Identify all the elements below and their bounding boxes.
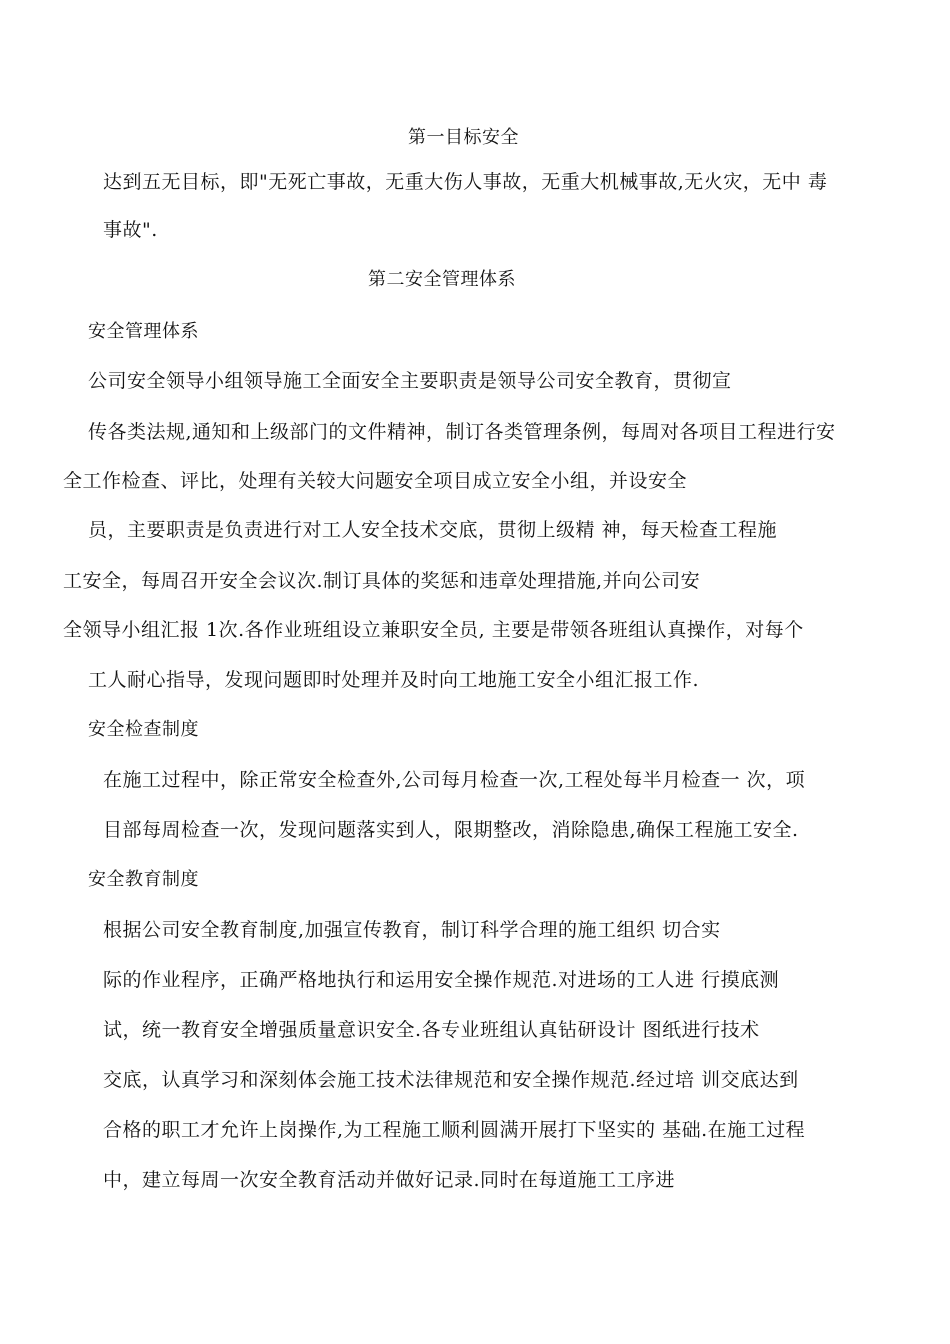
paragraph-line: 中，建立每周一次安全教育活动并做好记录.同时在每道施工工序进: [103, 1169, 676, 1191]
subheading-management-system: 安全管理体系: [88, 321, 199, 342]
paragraph-line: 全工作检查、评比，处理有关较大问题安全项目成立安全小组，并设安全: [63, 470, 688, 492]
paragraph-line: 在施工过程中，除正常安全检查外,公司每月检查一次,工程处每半月检查一 次，项: [103, 769, 806, 791]
paragraph-line: 员，主要职责是负责进行对工人安全技术交底，贯彻上级精 神，每天检查工程施: [88, 519, 778, 541]
section-heading-management: 第二安全管理体系: [368, 269, 516, 290]
subheading-inspection-system: 安全检查制度: [88, 719, 199, 740]
paragraph-line: 全领导小组汇报 1次.各作业班组设立兼职安全员, 主要是带领各班组认真操作，对每个: [63, 619, 804, 641]
paragraph-line: 公司安全领导小组领导施工全面安全主要职责是领导公司安全教育，贯彻宣: [88, 370, 732, 392]
paragraph-line: 达到五无目标，即"无死亡事故，无重大伤人事故，无重大机械事故,无火灾，无中 毒: [103, 171, 828, 193]
paragraph-line: 合格的职工才允许上岗操作,为工程施工顺利圆满开展打下坚实的 基础.在施工过程: [103, 1119, 806, 1141]
paragraph-line: 传各类法规,通知和上级部门的文件精神，制订各类管理条例，每周对各项目工程进行安: [88, 421, 836, 443]
paragraph-line: 工安全，每周召开安全会议次.制订具体的奖惩和违章处理措施,并向公司安: [63, 570, 701, 592]
section-heading-goal: 第一目标安全: [408, 127, 519, 148]
paragraph-line: 工人耐心指导，发现问题即时处理并及时向工地施工安全小组汇报工作.: [88, 669, 700, 691]
paragraph-line: 际的作业程序，正确严格地执行和运用安全操作规范.对进场的工人进 行摸底测: [103, 969, 780, 991]
paragraph-line: 试，统一教育安全增强质量意识安全.各专业班组认真钻研设计 图纸进行技术: [103, 1019, 760, 1041]
subheading-education-system: 安全教育制度: [88, 869, 199, 890]
paragraph-line: 事故".: [103, 219, 158, 241]
paragraph-line: 目部每周检查一次，发现问题落实到人，限期整改，消除隐患,确保工程施工安全.: [103, 819, 799, 841]
paragraph-line: 交底，认真学习和深刻体会施工技术法律规范和安全操作规范.经过培 训交底达到: [103, 1069, 799, 1091]
paragraph-line: 根据公司安全教育制度,加强宣传教育，制订科学合理的施工组织 切合实: [103, 919, 721, 941]
